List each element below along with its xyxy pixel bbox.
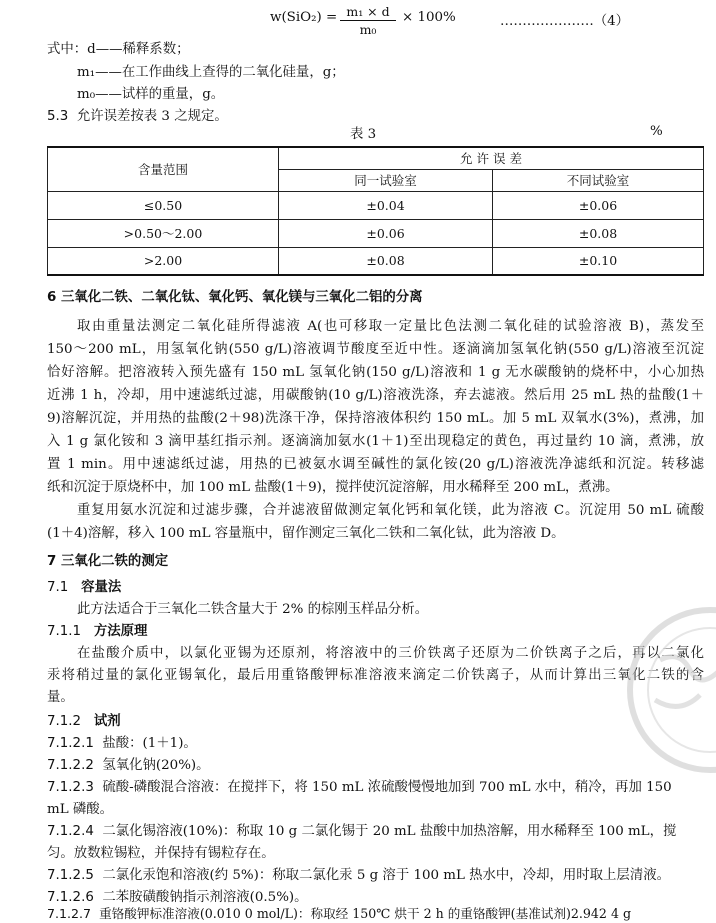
section-7-1-1-number: 7.1.1 bbox=[47, 624, 82, 639]
reagent-item bbox=[47, 779, 672, 797]
formula-rhs: × 100% bbox=[402, 10, 456, 25]
section-7-1-text: 此方法适合于三氧化二铁含量大于 2% 的棕刚玉样品分析。 bbox=[77, 602, 429, 617]
header-diff-lab: 不同试验室 bbox=[493, 169, 704, 191]
header-range: 含量范围 bbox=[48, 147, 279, 191]
reagent-number: 7.1.2.3 bbox=[47, 780, 94, 795]
section-5-3-number: 5.3 bbox=[47, 109, 69, 124]
s711-line: 在盐酸介质中，以氯化亚锡为还原剂，将溶液中的三价铁离子还原为二价铁离子之后，再以二氯化 bbox=[77, 646, 704, 661]
table-row bbox=[48, 247, 704, 275]
section-7-1 bbox=[47, 579, 121, 597]
table-row bbox=[48, 191, 704, 219]
section-7-1-1 bbox=[47, 623, 147, 641]
reagent-item bbox=[47, 757, 210, 775]
reagent-item bbox=[47, 905, 631, 923]
reagent-text: 氢氧化钠(20%)。 bbox=[102, 758, 210, 773]
section-7-1-number: 7.1 bbox=[47, 580, 69, 595]
s6-p1-line: 150～200 mL，用氢氧化钠(550 g/L)溶液调节酸度至近中性。逐滴滴加氢氧化钠(550 g/L)溶液至沉淀 bbox=[47, 342, 704, 357]
cell-diff: ±0.08 bbox=[493, 219, 704, 247]
formula-lhs: w(SiO₂) = bbox=[270, 10, 338, 25]
cell-same: ±0.04 bbox=[279, 191, 493, 219]
table-row bbox=[48, 219, 704, 247]
table-3 bbox=[47, 146, 704, 276]
s6-p1-line: 纸和沉淀于原烧杯中，加 100 mL 盐酸(1＋9)，搅拌使沉淀溶解，用水稀释至 200 mL，煮沸。 bbox=[47, 480, 619, 495]
where-m1: m₁——在工作曲线上查得的二氧化硅量，g； bbox=[77, 65, 345, 80]
s6-p1-line: 取由重量法测定二氧化硅所得滤液 A(也可移取一定量比色法测二氧化硅的试验溶液 B)，蒸发至 bbox=[77, 319, 704, 334]
s711-line: 汞将稍过量的氯化亚锡氧化，最后用重铬酸钾标准溶液来滴定二价铁离子，从而计算出三氧化二铁的含 bbox=[47, 668, 704, 683]
cell-range: ≤0.50 bbox=[48, 191, 279, 219]
reagent-number: 7.1.2.2 bbox=[47, 758, 94, 773]
formula-denominator: m₀ bbox=[359, 22, 377, 37]
where-d-text: d——稀释系数； bbox=[87, 42, 190, 57]
section-5-3 bbox=[47, 108, 228, 126]
header-allow: 允 许 误 差 bbox=[279, 147, 704, 169]
reagent-number: 7.1.2.7 bbox=[47, 906, 92, 921]
cell-range: >0.50～2.00 bbox=[48, 219, 279, 247]
reagent-text: 二氯化汞饱和溶液(约 5%)：称取二氯化汞 5 g 溶于 100 mL 热水中，冷却，用时取上层清液。 bbox=[102, 868, 670, 883]
section-7-1-2 bbox=[47, 713, 121, 731]
where-d bbox=[47, 41, 189, 59]
reagent-number: 7.1.2.5 bbox=[47, 868, 94, 883]
s6-p1-line: 恰好溶解。把溶液转入预先盛有 150 mL 氢氧化钠(150 g/L)溶液和 1 g 无水碳酸钠的烧杯中，小心加热 bbox=[47, 365, 704, 380]
reagent-item bbox=[47, 823, 676, 841]
s6-p1-line: 近沸 1 h，冷却，用中速滤纸过滤，用碳酸钠(10 g/L)溶液洗涤，弃去滤液。然后用 25 mL 热的盐酸(1＋ bbox=[47, 388, 704, 403]
reagent-continuation: mL 磷酸。 bbox=[47, 802, 114, 817]
equation-number: …………………（4） bbox=[500, 14, 630, 29]
cell-same: ±0.06 bbox=[279, 219, 493, 247]
reagent-continuation: 匀。放数粒锡粒，并保持有锡粒存在。 bbox=[47, 846, 275, 861]
fraction-bar bbox=[340, 20, 396, 21]
where-m0: m₀——试样的重量，g。 bbox=[77, 87, 225, 102]
reagent-number: 7.1.2.1 bbox=[47, 736, 94, 751]
formula-numerator: m₁ × d bbox=[346, 4, 390, 19]
reagent-item bbox=[47, 735, 197, 753]
where-intro: 式中： bbox=[47, 42, 88, 57]
section-6-heading: 6 三氧化二铁、二氧化钛、氧化钙、氧化镁与三氧化二铝的分离 bbox=[47, 290, 423, 305]
header-same-lab: 同一试验室 bbox=[279, 169, 493, 191]
reagent-number: 7.1.2.4 bbox=[47, 824, 94, 839]
s6-p1-line: 入 1 g 氯化铵和 3 滴甲基红指示剂。逐滴滴加氨水(1＋1)至出现稳定的黄色，再过量约 10 滴，煮沸，放 bbox=[47, 434, 704, 449]
reagent-text: 二苯胺磺酸钠指示剂溶液(0.5%)。 bbox=[102, 890, 308, 905]
s6-p1-line: 9)溶解沉淀，并用热的盐酸(2＋98)洗涤干净，保持溶液体积约 150 mL。加 5 mL 双氧水(3%)，煮沸，加 bbox=[47, 411, 704, 426]
reagent-text: 重铬酸钾标准溶液(0.010 0 mol/L)：称取经 150℃ 烘干 2 h 的重铬酸钾(基准试剂)2.942 4 g bbox=[99, 906, 632, 921]
section-7-1-2-title: 试剂 bbox=[93, 714, 121, 729]
seal-watermark bbox=[600, 600, 716, 860]
reagent-item bbox=[47, 867, 670, 885]
s711-line: 量。 bbox=[47, 690, 74, 705]
s6-p2-line: 重复用氨水沉淀和过滤步骤，合并滤液留做测定氧化钙和氧化镁，此为溶液 C。沉淀用 50 mL 硫酸 bbox=[77, 503, 704, 518]
section-7-heading: 7 三氧化二铁的测定 bbox=[47, 554, 169, 569]
section-7-1-1-title: 方法原理 bbox=[93, 624, 148, 639]
reagent-text: 二氯化锡溶液(10%)：称取 10 g 二氯化锡于 20 mL 盐酸中加热溶解，用水稀释至 100 mL，搅 bbox=[102, 824, 677, 839]
s6-p2-line: (1＋4)溶解，移入 100 mL 容量瓶中，留作测定三氧化二铁和二氧化钛，此为溶液 D。 bbox=[47, 526, 565, 541]
table-3-title: 表 3 bbox=[350, 127, 377, 142]
cell-same: ±0.08 bbox=[279, 247, 493, 275]
cell-diff: ±0.10 bbox=[493, 247, 704, 275]
cell-diff: ±0.06 bbox=[493, 191, 704, 219]
reagent-text: 硫酸-磷酸混合溶液：在搅拌下，将 150 mL 浓硫酸慢慢地加到 700 mL 水中，稍冷，再加 150 bbox=[102, 780, 672, 795]
reagent-number: 7.1.2.6 bbox=[47, 890, 94, 905]
reagent-text: 盐酸：(1＋1)。 bbox=[102, 736, 197, 751]
section-7-1-2-number: 7.1.2 bbox=[47, 714, 82, 729]
section-7-1-title: 容量法 bbox=[81, 580, 122, 595]
s6-p1-line: 置 1 min。用中速滤纸过滤，用热的已被氨水调至碱性的氯化铵(20 g/L)溶液洗净滤纸和沉淀。转移滤 bbox=[47, 457, 704, 472]
table-3-unit: % bbox=[650, 124, 663, 139]
section-5-3-text: 允许误差按表 3 之规定。 bbox=[76, 109, 228, 124]
formula-fraction bbox=[340, 4, 396, 37]
cell-range: >2.00 bbox=[48, 247, 279, 275]
